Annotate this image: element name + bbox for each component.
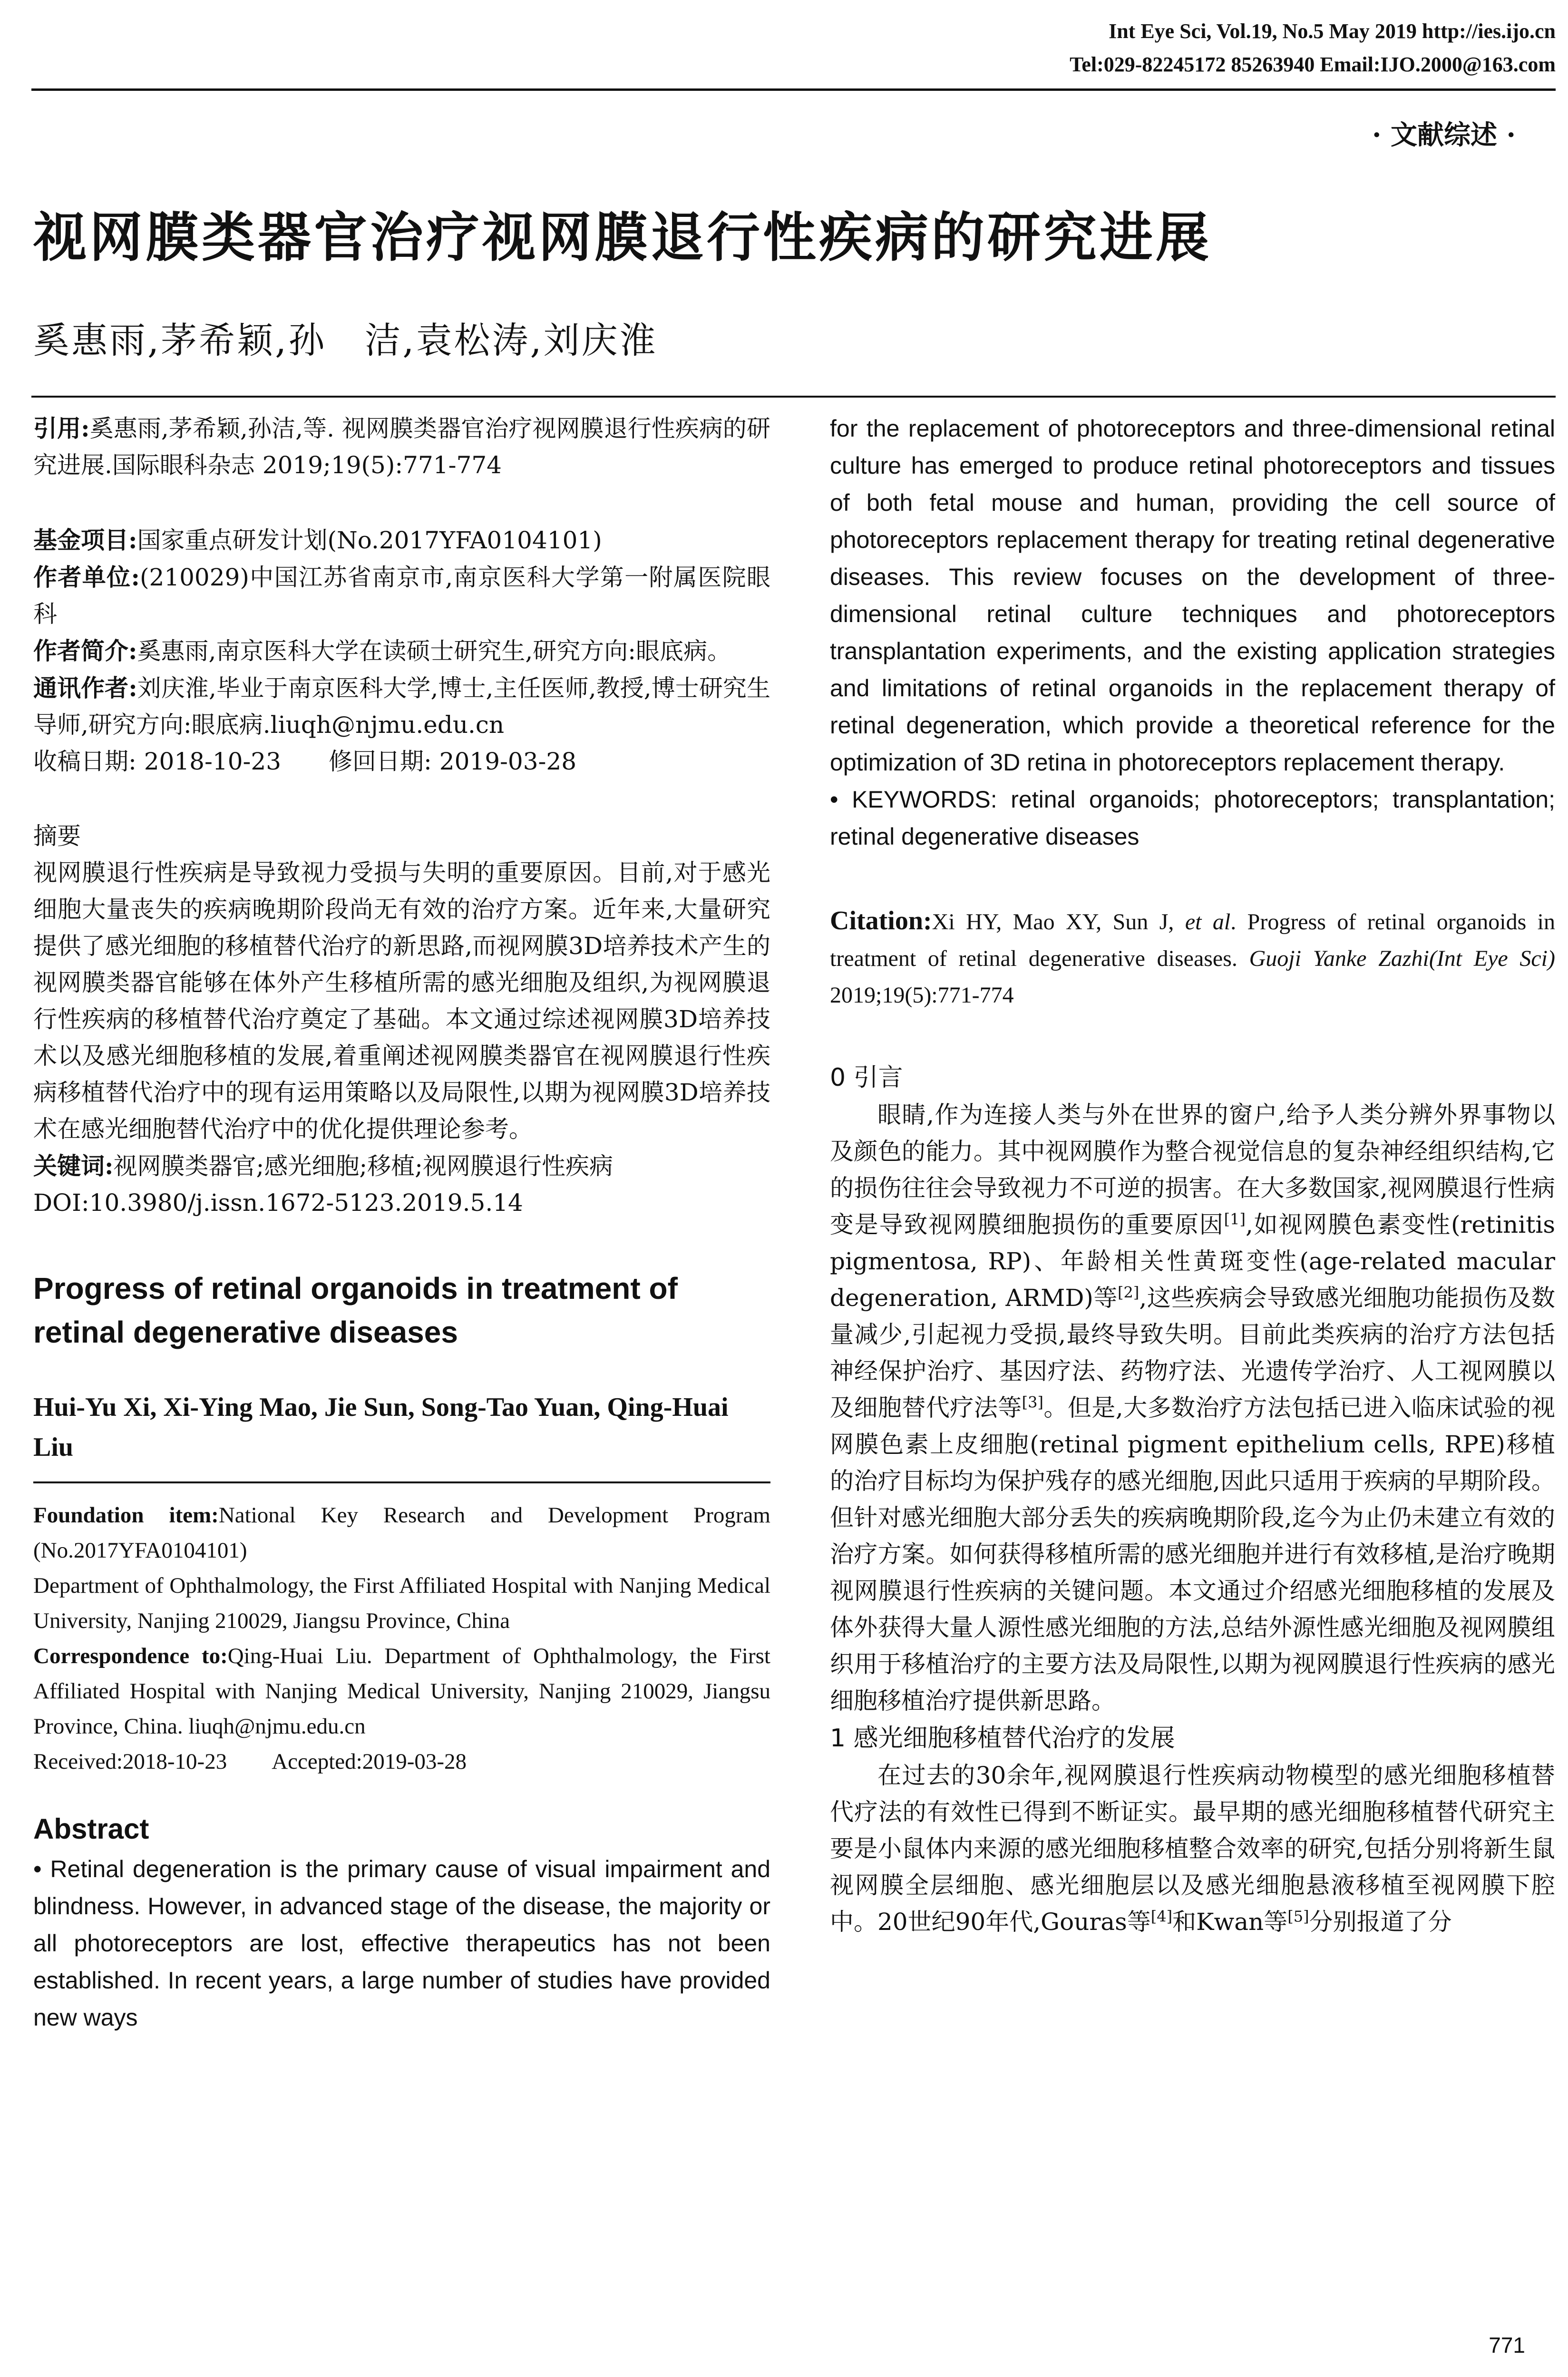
right-column (830, 410, 1555, 1940)
para1-part-b: 和Kwan等 (1172, 1908, 1288, 1936)
correspondence-text: Qing-Huai Liu. Department of Ophthalmology, the First Affiliated Hospital with Nanjing Medical University, Nanjing 210029, Jiangsu Province, China. liuqh@njmu.edu.cn (33, 1644, 770, 1739)
para1-part-a: 在过去的30余年,视网膜退行性疾病动物模型的感光细胞移植替代疗法的有效性已得到不断证实。最早期的感光细胞移植替代研究主要是小鼠体内来源的感光细胞移植整合效率的研究,包括分别将新生鼠视网膜全层细胞、感光细胞层以及感光细胞悬液移植至视网膜下腔中。20世纪90年代,Gouras等 (830, 1762, 1555, 1936)
citation-en-label: Citation: (830, 906, 932, 935)
citation-cn-text: 奚惠雨,茅希颖,孙洁,等. 视网膜类器官治疗视网膜退行性疾病的研究进展.国际眼科杂志 2019;19(5):771-774 (33, 415, 770, 479)
unit-text: (210029)中国江苏省南京市,南京医科大学第一附属医院眼科 (33, 564, 770, 628)
ref-1: [1] (1224, 1210, 1246, 1228)
header-rule (31, 88, 1556, 91)
abstract-cn-heading: 摘要 (33, 822, 81, 850)
para0-part-d: 。但是,大多数治疗方法包括已进入临床试验的视网膜色素上皮细胞(retinal pigment epithelium cells, RPE)移植的治疗目标均为保护残存的感光细胞,因此只适用于疾病的早期阶段。但针对感光细胞大部分丢失的疾病晚期阶段,迄今为止仍未建立有效的治疗方案。如何获得移植所需的感光细胞并进行有效移植,是治疗晚期视网膜退行性疾病的关键问题。本文通过介绍感光细胞移植的发展及体外获得大量人源性感光细胞的方法,总结外源性感光细胞及视网膜组织用于移植治疗的主要方法及局限性,以期为视网膜退行性疾病的感光细胞移植治疗提供新思路。 (830, 1394, 1555, 1715)
received-accepted-en: Received:2018-10-23 Accepted:2019-03-28 (33, 1749, 467, 1774)
citation-cn-label: 引用: (33, 414, 90, 442)
fund-label: 基金项目: (33, 526, 137, 554)
ref-5: [5] (1287, 1907, 1309, 1926)
ref-3: [3] (1022, 1393, 1043, 1412)
english-authors: Hui-Yu Xi, Xi-Ying Mao, Jie Sun, Song-Tao Yuan, Qing-Huai Liu (33, 1393, 729, 1462)
author-unit (33, 559, 770, 633)
citation-cn (33, 410, 770, 484)
journal-header-line2: Tel:029-82245172 85263940 Email:IJO.2000@163.com (1070, 53, 1556, 76)
foundation-text: National Key Research and Development Program (No.2017YFA0104101) (33, 1503, 770, 1563)
keywords-en: • KEYWORDS: retinal organoids; photoreceptors; transplantation; retinal degenerative diseases (830, 786, 1555, 850)
article-authors: 奚惠雨,茅希颖,孙 洁,袁松涛,刘庆淮 (33, 319, 658, 361)
unit-label: 作者单位: (33, 563, 140, 591)
corr-text: 刘庆淮,毕业于南京医科大学,博士,主任医师,教授,博士研究生导师,研究方向:眼底病.liuqh@njmu.edu.cn (33, 674, 770, 739)
citation-en-authors: Xi HY, Mao XY, Sun J, (932, 909, 1185, 935)
journal-header-line1: Int Eye Sci, Vol.19, No.5 May 2019 http://ies.ijo.cn (1109, 19, 1556, 43)
section-label: · 文献综述 · (1372, 119, 1516, 151)
bio-label: 作者简介: (33, 637, 137, 665)
fund-text: 国家重点研发计划(No.2017YFA0104101) (137, 526, 602, 554)
corr-label: 通讯作者: (33, 674, 137, 702)
abstract-en-heading: Abstract (33, 1813, 149, 1845)
correspondence-label: Correspondence to: (33, 1644, 228, 1668)
corresponding-author (33, 670, 770, 743)
abstract-en-start: • Retinal degeneration is the primary cause of visual impairment and blindness. However, in advanced stage of the disease, the majority or all photoreceptors are lost, effective therapeutics has not been established. In recent years, a large number of studies have provided new ways (33, 1856, 770, 2031)
ref-4: [4] (1150, 1907, 1173, 1926)
left-column (33, 410, 770, 2036)
ref-2: [2] (1117, 1283, 1139, 1302)
foundation-en (33, 1498, 770, 1568)
article-title: 视网膜类器官治疗视网膜退行性疾病的研究进展 (33, 206, 1212, 269)
citation-en-volume: 2019;19(5):771-774 (830, 983, 1014, 1008)
english-authors-rule (33, 1481, 770, 1483)
received-dates-cn: 收稿日期: 2018-10-23 修回日期: 2019-03-28 (33, 748, 577, 775)
citation-en-title: . Progress of retinal organoids in treatment of retinal degenerative diseases. (830, 909, 1556, 971)
citation-en-journal: Guoji Yanke Zazhi(Int Eye Sci) (1249, 946, 1556, 971)
author-bio (33, 633, 770, 670)
keywords-cn-label: 关键词: (33, 1152, 114, 1180)
para0-part-a: 眼睛,作为连接人类与外在世界的窗户,给予人类分辨外界事物以及颜色的能力。其中视网膜作为整合视觉信息的复杂神经组织结构,它的损伤往往会导致视力不可逆的损害。在大多数国家,视网膜退行性病变是导致视网膜细胞损伤的重要原因 (830, 1101, 1555, 1238)
keywords-cn-text: 视网膜类器官;感光细胞;移植;视网膜退行性疾病 (113, 1152, 614, 1180)
citation-en-etal: et al (1185, 909, 1231, 935)
section-1-paragraph (830, 1757, 1555, 1940)
section-0-heading: 0 引言 (830, 1063, 903, 1092)
correspondence-en (33, 1638, 770, 1744)
abstract-cn-text: 视网膜退行性疾病是导致视力受损与失明的重要原因。目前,对于感光细胞大量丧失的疾病晚期阶段尚无有效的治疗方案。近年来,大量研究提供了感光细胞的移植替代治疗的新思路,而视网膜3D培养技术产生的视网膜类器官能够在体外产生移植所需的感光细胞及组织,为视网膜退行性疾病的移植替代治疗奠定了基础。本文通过综述视网膜3D培养技术以及感光细胞移植的发展,着重阐述视网膜类器官在视网膜退行性疾病移植替代治疗中的现有运用策略以及局限性,以期为视网膜3D培养技术在感光细胞替代治疗中的优化提供理论参考。 (33, 859, 770, 1143)
foundation-label: Foundation item: (33, 1503, 219, 1528)
bio-text: 奚惠雨,南京医科大学在读硕士研究生,研究方向:眼底病。 (137, 637, 731, 665)
citation-en (830, 903, 1555, 1013)
keywords-cn (33, 1148, 770, 1185)
para0-part-c: ,这些疾病会导致感光细胞功能损伤及数量减少,引起视力受损,最终导致失明。目前此类疾病的治疗方法包括神经保护治疗、基因疗法、药物疗法、光遗传学治疗、人工视网膜以及细胞替代疗法等 (830, 1284, 1555, 1422)
page-number: 771 (1489, 2333, 1525, 2358)
abstract-en-continued: for the replacement of photoreceptors and three-dimensional retinal culture has emerged to produce retinal photoreceptors and tissues of both fetal mouse and human, providing the cell source of photoreceptors replacement therapy for treating retinal degenerative diseases. This review focuses on the development of three-dimensional retinal culture techniques and photoreceptors transplantation experiments, and the existing application strategies and limitations of retinal organoids in the replacement therapy of retinal degeneration, which provide a theoretical reference for the optimization of 3D retina in photoreceptors replacement therapy. (830, 415, 1555, 776)
section-1-heading: 1 感光细胞移植替代治疗的发展 (830, 1724, 1175, 1753)
title-rule (31, 396, 1556, 398)
doi: DOI:10.3980/j.issn.1672-5123.2019.5.14 (33, 1189, 523, 1217)
para1-part-c: 分别报道了分 (1309, 1908, 1452, 1936)
para0-part-b: ,如视网膜色素变性(retinitis pigmentosa, RP)、年龄相关性黄斑变性(age-related macular degeneration, ARMD)等 (830, 1211, 1555, 1312)
section-0-paragraph (830, 1097, 1555, 1719)
fund-info (33, 522, 770, 559)
department-en: Department of Ophthalmology, the First Affiliated Hospital with Nanjing Medical University, Nanjing 210029, Jiangsu Province, China (33, 1573, 770, 1633)
english-title: Progress of retinal organoids in treatment of retinal degenerative diseases (33, 1271, 678, 1349)
